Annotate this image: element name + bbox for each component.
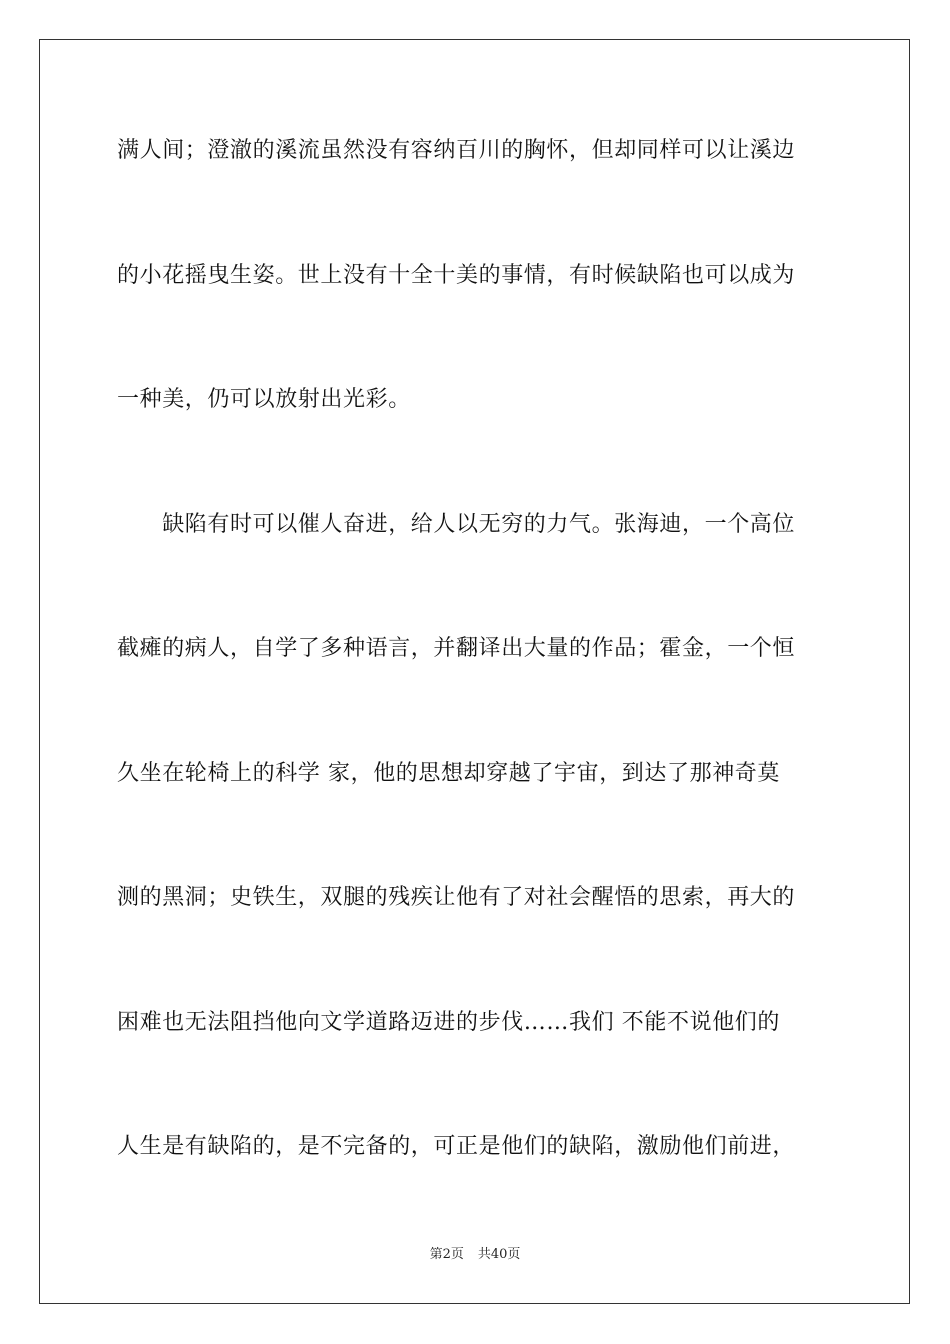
text-line-2: 的小花摇曳生姿。世上没有十全十美的事情，有时候缺陷也可以成为 — [117, 263, 796, 288]
text-line-1: 满人间；澄澈的溪流虽然没有容纳百川的胸怀，但却同样可以让溪边 — [117, 138, 796, 163]
text-line-8: 困难也无法阻挡他向文学道路迈进的步伐……我们 不能不说他们的 — [117, 1010, 780, 1035]
text-line-5: 截瘫的病人，自学了多种语言，并翻译出大量的作品；霍金，一个恒 — [117, 636, 796, 661]
page-border — [39, 39, 910, 1304]
text-line-7: 测的黑洞；史铁生，双腿的残疾让他有了对社会醒悟的思索，再大的 — [117, 885, 796, 910]
text-line-4: 缺陷有时可以催人奋进，给人以无穷的力气。张海迪，一个高位 — [117, 512, 796, 537]
page-number: 第2页 — [429, 1247, 464, 1262]
page-footer — [0, 1246, 950, 1264]
text-line-9: 人生是有缺陷的，是不完备的，可正是他们的缺陷，激励他们前进， — [117, 1134, 796, 1159]
text-line-6: 久坐在轮椅上的科学 家，他的思想却穿越了宇宙，到达了那神奇莫 — [117, 761, 780, 786]
text-line-3: 一种美，仍可以放射出光彩。 — [117, 387, 411, 412]
page-total: 共40页 — [477, 1247, 521, 1262]
